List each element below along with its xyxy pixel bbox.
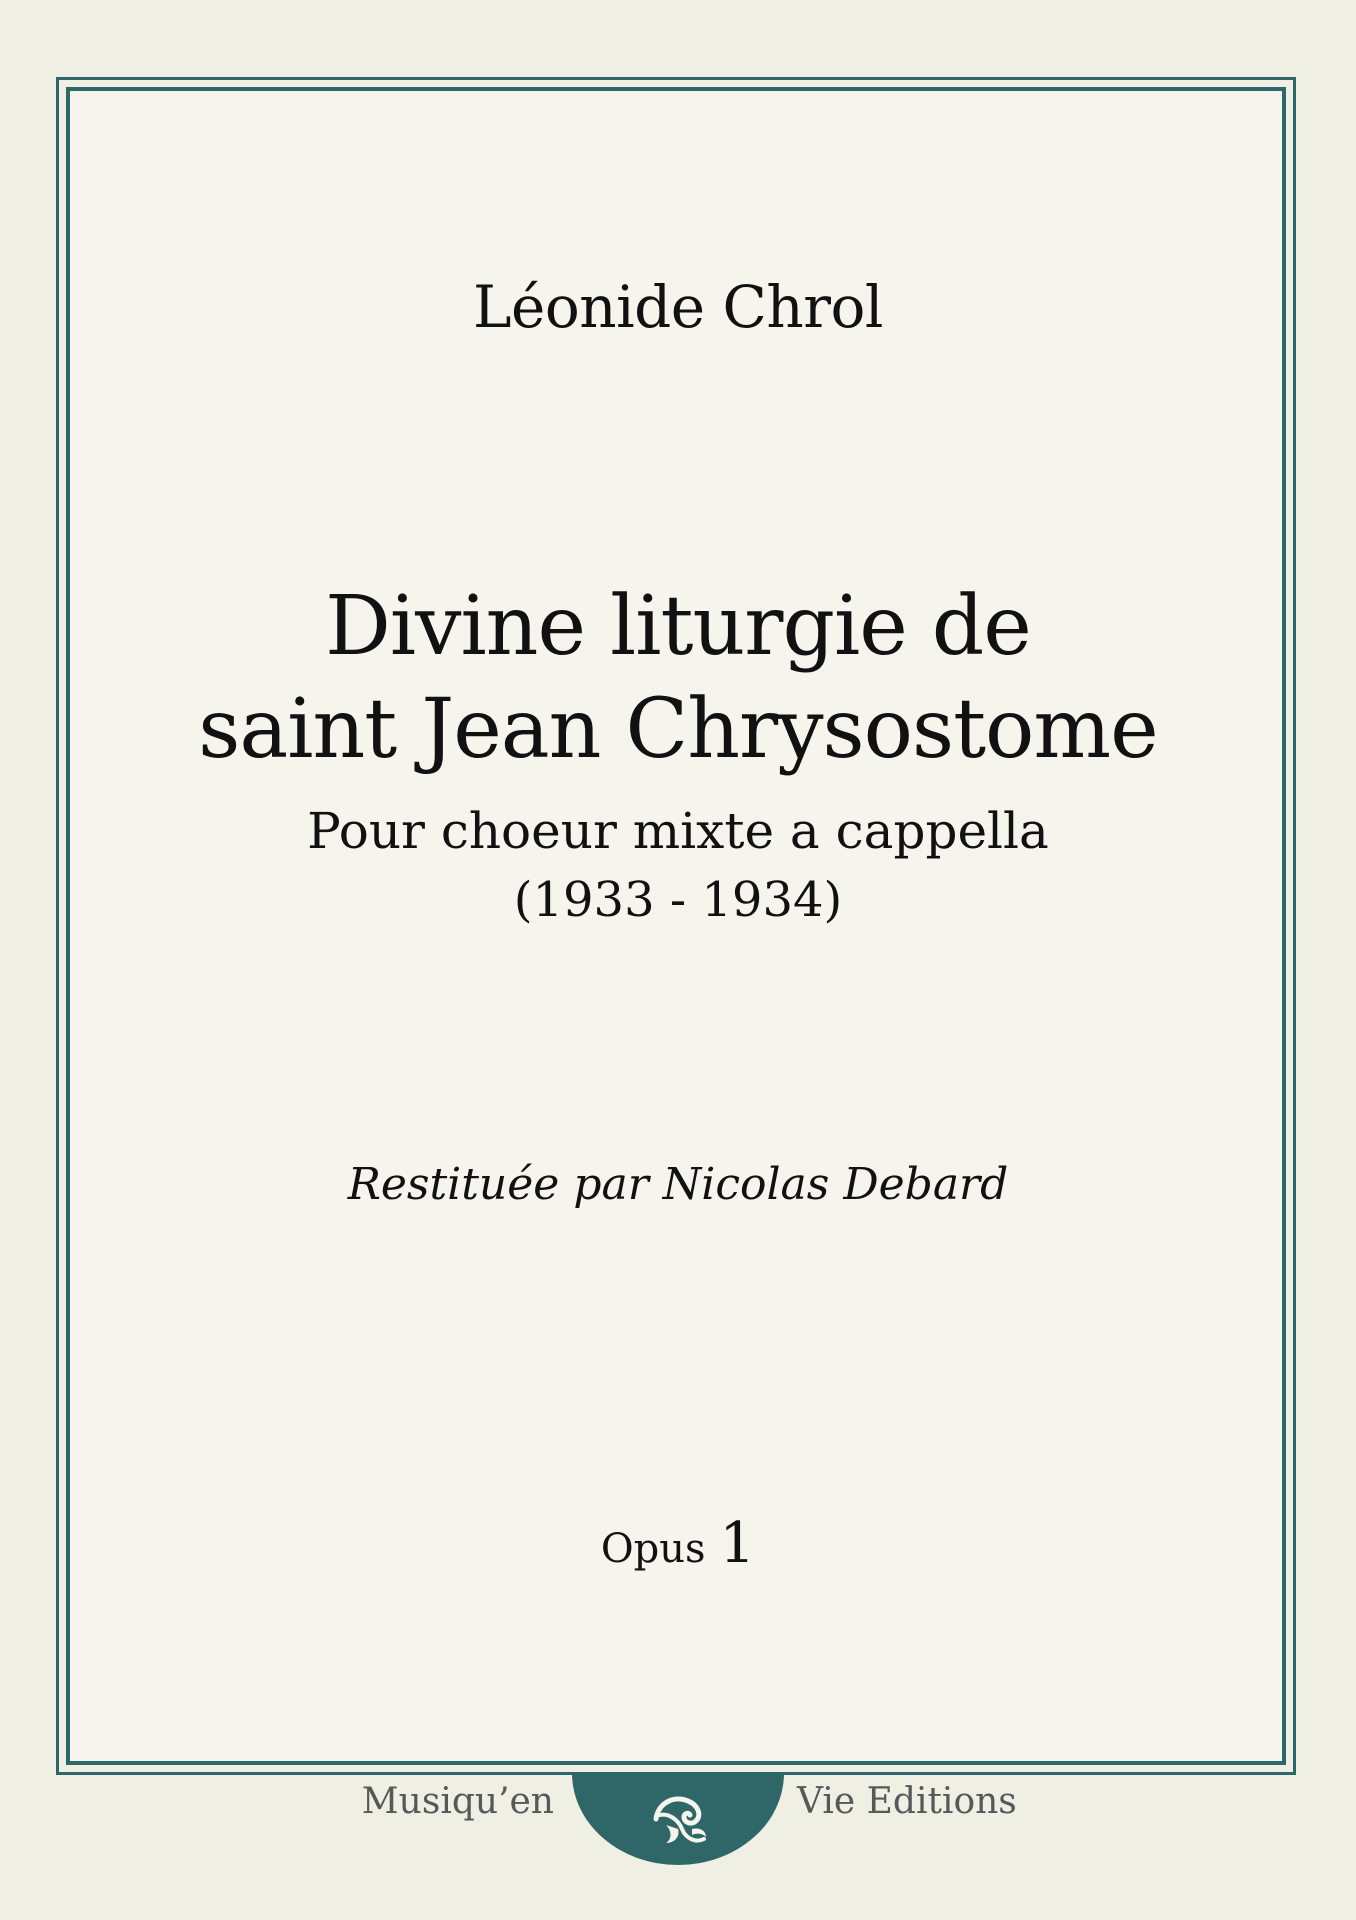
publisher-name-right: Vie Editions <box>797 1781 1017 1822</box>
opus-number: 1 <box>719 1511 756 1576</box>
composer-name: Léonide Chrol <box>473 273 883 341</box>
restored-by-credit: Restituée par Nicolas Debard <box>347 1159 1009 1210</box>
publisher-logo-badge <box>572 1773 784 1865</box>
ornamental-leaf-icon <box>648 1789 712 1849</box>
work-title-line-1: Divine liturgie de <box>325 579 1031 674</box>
work-title-line-2: saint Jean Chrysostome <box>198 682 1158 777</box>
opus-designation <box>0 1508 1356 1593</box>
work-subtitle: Pour choeur mixte a cappella <box>307 802 1049 860</box>
composition-dates: (1933 - 1934) <box>513 872 843 928</box>
opus-label: Opus <box>600 1526 706 1572</box>
publisher-name-left: Musiqu’en <box>361 1781 554 1822</box>
